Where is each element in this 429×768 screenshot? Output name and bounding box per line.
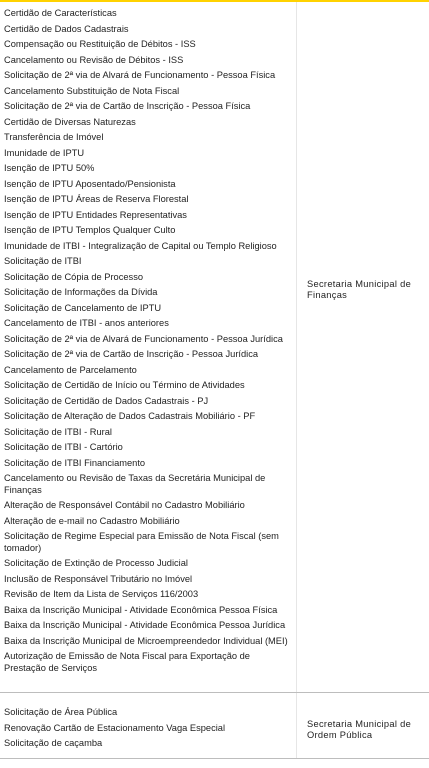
service-link[interactable]: Solicitação de ITBI - Rural	[4, 426, 112, 437]
service-link[interactable]: Solicitação de Alteração de Dados Cadastrais Mobiliário - PF	[4, 411, 256, 421]
secretaria-label: Secretaria Municipal de Finanças	[307, 279, 412, 300]
service-link[interactable]: Solicitação de Área Pública	[4, 707, 118, 717]
service-link[interactable]: Alteração de Responsável Contábil no Cadastro Mobiliário	[4, 500, 245, 510]
service-link[interactable]: Solicitação de caçamba	[4, 738, 103, 748]
service-link[interactable]: Compensação ou Restituição de Débitos - ISS	[4, 39, 196, 49]
service-link[interactable]: Autorização de Emissão de Nota Fiscal para Exportação de Prestação de Serviços	[4, 651, 250, 673]
service-link[interactable]: Solicitação de ITBI	[4, 256, 82, 266]
table-row-ordem-publica	[0, 693, 429, 759]
service-link[interactable]: Certidão de Características	[4, 8, 117, 18]
service-link[interactable]: Solicitação de 2ª via de Cartão de Inscrição - Pessoa Física	[4, 101, 251, 111]
service-link[interactable]: Cancelamento ou Revisão de Débitos - ISS	[4, 54, 184, 65]
service-link[interactable]: Inclusão de Responsável Tributário no Imóvel	[4, 573, 193, 584]
service-link[interactable]: Solicitação de Cancelamento de IPTU	[4, 302, 162, 313]
service-link[interactable]: Cancelamento ou Revisão de Taxas da Secretária Municipal de Finanças	[4, 473, 266, 495]
service-link[interactable]: Cancelamento de ITBI - anos anteriores	[4, 318, 169, 328]
service-link[interactable]: Baixa da Inscrição Municipal - Atividade Econômica Pessoa Jurídica	[4, 620, 286, 630]
service-link[interactable]: Transferência de Imóvel	[4, 132, 104, 142]
service-list	[0, 2, 290, 692]
service-link[interactable]: Solicitação de 2ª via de Alvará de Funcionamento - Pessoa Física	[4, 70, 276, 80]
service-link[interactable]: Imunidade de ITBI - Integralização de Capital ou Templo Religioso	[4, 240, 277, 251]
service-link[interactable]: Revisão de Item da Lista de Serviços 116/2003	[4, 589, 199, 599]
service-link[interactable]: Renovação Cartão de Estacionamento Vaga Especial	[4, 722, 226, 733]
service-link[interactable]: Solicitação de Regime Especial para Emissão de Nota Fiscal (sem tomador)	[4, 531, 279, 553]
service-link[interactable]: Solicitação de ITBI - Cartório	[4, 442, 123, 452]
service-link[interactable]: Isenção de IPTU Áreas de Reserva Florestal	[4, 194, 189, 204]
column-divider	[296, 693, 297, 758]
service-link[interactable]: Certidão de Dados Cadastrais	[4, 23, 129, 34]
service-link[interactable]: Solicitação de Certidão de Início ou Término de Atividades	[4, 380, 245, 390]
service-list	[0, 693, 290, 758]
service-link[interactable]: Solicitação de 2ª via de Cartão de Inscrição - Pessoa Jurídica	[4, 349, 259, 359]
service-link[interactable]: Imunidade de IPTU	[4, 147, 85, 158]
table-row-financas	[0, 2, 429, 693]
column-divider	[296, 2, 297, 692]
secretaria-label: Secretaria Municipal de Ordem Pública	[307, 719, 412, 740]
service-link[interactable]: Baixa da Inscrição Municipal de Microempreendedor Individual (MEI)	[4, 635, 288, 646]
service-link[interactable]: Solicitação de 2ª via de Alvará de Funcionamento - Pessoa Jurídica	[4, 333, 283, 344]
service-link[interactable]: Baixa da Inscrição Municipal - Atividade Econômica Pessoa Física	[4, 604, 278, 615]
service-link[interactable]: Solicitação de Cópia de Processo	[4, 271, 144, 282]
service-link[interactable]: Solicitação de ITBI Financiamento	[4, 457, 146, 468]
service-link[interactable]: Isenção de IPTU Entidades Representativas	[4, 209, 187, 220]
service-link[interactable]: Cancelamento Substituição de Nota Fiscal	[4, 85, 180, 96]
service-link[interactable]: Alteração de e-mail no Cadastro Mobiliário	[4, 515, 180, 526]
service-link[interactable]: Cancelamento de Parcelamento	[4, 364, 137, 375]
service-link[interactable]: Isenção de IPTU Aposentado/Pensionista	[4, 178, 176, 189]
service-link[interactable]: Solicitação de Informações da Dívida	[4, 287, 158, 297]
service-link[interactable]: Isenção de IPTU 50%	[4, 163, 95, 173]
service-link[interactable]: Solicitação de Certidão de Dados Cadastrais - PJ	[4, 395, 209, 406]
service-link[interactable]: Certidão de Diversas Naturezas	[4, 116, 136, 127]
service-link[interactable]: Isenção de IPTU Templos Qualquer Culto	[4, 225, 176, 235]
service-link[interactable]: Solicitação de Extinção de Processo Judicial	[4, 558, 188, 568]
services-table	[0, 2, 429, 759]
